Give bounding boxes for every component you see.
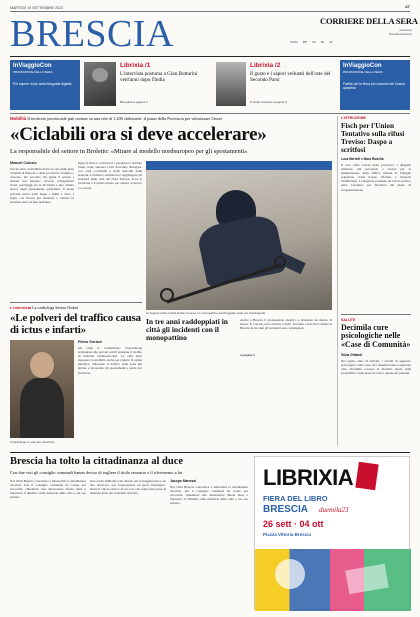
bottom-body-col3: Nel 1924 Brescia concedeva a Mussolini la cittadinanza onoraria. Ieri il consiglio comunale ha votato per revocarla, chiudendo una discussione durata mesi e riaprendo il dibattito sulla memoria della città e sul suo passato. [170, 485, 248, 506]
promo-inviaggio-left[interactable] [10, 60, 80, 110]
masthead-rule [10, 56, 410, 57]
promo-kicker: Librixia /2 [250, 62, 281, 69]
story2-kicker: L'intervista [10, 305, 32, 310]
lead-byline: Manuel Colosio [10, 161, 37, 165]
lead-body-col1: Già un anno di mobilità dolce: la rete delle piste ciclabili di Brescia e della provincia continua a crescere, ma secondo chi guida il settore i numeri non bastano: servono collegamenti sicuri, parcheggi per le biciclette e una cultura nuova degli spostamenti quotidiani. Il piano prevede nuovi tratti lungo i fiumi e verso i laghi, con risorse già stanziate e cantieri in partenza entro la fine dell'anno. [10, 167, 74, 204]
story2-body: Gli studi lo confermano: l'esposizione prolungata alle polveri sottili aumenta il rischio di malattie cardiovascolari. La città deve ripensare la mobilità anche per ragioni di salute pubblica, riducendo il traffico nelle zone più abitate e favorendo gli spostamenti a piedi e in bicicletta. [78, 346, 142, 375]
promo-byline: P. Ester Cassetti a pagina 5 [250, 100, 287, 104]
promo-byline: Benedetti a pagina 4 [120, 100, 148, 104]
lead-body-col2: Oggi la sfida è convincere i pendolari a lasciare l'auto: treni, autobus e bici dovranno dialogare, con orari coordinati e stalli custoditi nelle stazioni. L'obiettivo dichiarato è raggiungere gli standard delle città del Nord Europa, dove la bicicletta è il primo mezzo per andare al lavoro e a scuola. [78, 161, 142, 190]
weather-strip [290, 40, 410, 52]
promo-librixia-2[interactable] [216, 60, 336, 110]
corriere-logo: CORRIERE DELLA SERA [320, 16, 418, 26]
lead-kicker: Mobilità [10, 116, 27, 121]
promo-tag: InViaggioCon [343, 63, 382, 69]
promo-tag: InViaggioCon [13, 63, 52, 69]
right-body: Il caso nelle scuole della provincia: i dirigenti chiedono più personale e risorse per la manutenzione degli edifici, mentre le famiglie segnalano classi troppo affollate e trasporti insufficienti. La Regione promette un tavolo tecnico entro l'autunno per discutere del piano di riorganizzazione. [341, 163, 411, 192]
promo-text: Per sapere di più sulla fotografia digitale [13, 82, 72, 86]
promo-photo [216, 62, 246, 106]
ad-city: BRESCIA [263, 504, 309, 515]
weather-temp: 27° [302, 40, 308, 44]
right-column [341, 116, 411, 409]
promo-sub: PROMOZIONE DELLA SERA [343, 70, 383, 74]
bottom-subheadline: Con due voti gli consiglio comunali hanno deciso di togliere il titolo onorario e il riferimento a lui [10, 470, 183, 475]
right-kicker: L'ISTRUZIONE [341, 116, 366, 120]
lead-headline[interactable]: «Ciclabili ora si deve accelerare» [10, 124, 267, 145]
promo-text: Partire per la firma più cammini del Ciasca quadrina [343, 82, 405, 90]
story2-photo [10, 340, 74, 438]
ad-line1: FIERA DEL LIBRO [263, 494, 328, 503]
story3-body: Anche a Brescia il monopattino elettrico è diventato un mezzo di massa. E, con lui, sono arrivati i rischi. Secondo i dati del Comune di Brescia in tre anni gli incidenti sono raddoppiati. [240, 318, 332, 331]
right-headline-2[interactable]: Decimila cure psicologiche nelle «Case di Comunità» [341, 322, 411, 350]
weather-value: 26 [320, 40, 325, 44]
ad-place: Piazza Vittoria Brescia [263, 532, 311, 537]
promo-headline: Il gusto e i sapori vellutati dell'oste del Secondo Parsi [250, 71, 331, 83]
promo-librixia-1[interactable] [84, 60, 212, 110]
story2-kicker-sub: La cardiologa Savina Nodari [32, 305, 79, 310]
lead-subheadline: La responsabile del settore in Broletto: «Mirare al modello nordeuropeo per gli spostamenti» [10, 148, 248, 155]
masthead-info: corriere.it brescia.corriere.it [388, 28, 412, 37]
weather-value: 20 [312, 40, 316, 44]
ad-logo-mark [355, 462, 378, 491]
right-headline[interactable]: Fisch per l'Union Tentativo sulla rifusi Treviso: Daspo a scritfosi [341, 122, 405, 154]
right-kicker-2: SALUTE [341, 317, 356, 322]
bottom-byline: Jacopo Manessi [170, 479, 197, 483]
promo-headline: L'intervista postuma a Gian Butturini vent'anni dopo l'India [120, 71, 198, 83]
librixia-ad[interactable] [254, 456, 410, 610]
promo-photo [84, 62, 116, 106]
page-code: AT [404, 4, 410, 9]
top-rule [10, 11, 410, 12]
story3-byline: a pagina 3 [240, 353, 255, 357]
right-byline: Luca Bertelli e Mara Rodella [341, 157, 384, 161]
promo-inviaggio-right[interactable] [340, 60, 410, 110]
ad-logo: LIBRIXIA [263, 465, 354, 490]
lead-photo-caption: Un'agente della polizia locale rimuove un monopattino parcheggiato male sul marciapiede [146, 311, 266, 315]
story2-headline[interactable]: «Le polveri del traffico causa di ictus e infarti» [10, 312, 141, 336]
edition-date: MARTEDÌ 19 SETTEMBRE 2023 [10, 6, 64, 10]
bottom-body-col2: Una scelta simbolica che divide: per la maggioranza è un atto doveroso, per l'opposizione un gesto ideologico. Resta il valore storico di un voto che segna una presa di distanza netta dal ventennio fascista. [90, 479, 166, 496]
bottom-body-col1: Nel 1924 Brescia concedeva a Mussolini la cittadinanza onoraria. Ieri il consiglio comunale ha votato per revocarla, chiudendo una discussione durata mesi e riaprendo il dibattito sulla memoria della città e sul suo passato. [10, 479, 86, 500]
bottom-rule [10, 452, 410, 453]
weather-label: OGGI [290, 40, 298, 44]
lead-photo[interactable] [146, 170, 332, 310]
bottom-headline[interactable]: Brescia ha tolto la cittadinanza al duce [10, 456, 184, 467]
ad-dates: 26 sett · 04 ott [263, 519, 324, 529]
promo-kicker: Librixia /1 [120, 62, 151, 69]
ad-edition: duemila23 [319, 506, 349, 514]
masthead-title: BRESCIA [10, 13, 174, 55]
right-body-2: Nel primo anno di attività, i servizi di supporto psicologico nelle Case di Comunità hanno registrato oltre diecimila accessi. Il modello punta sulla prossimità e sulla presa in carico rapida dei pazienti. [341, 358, 411, 376]
story3-headline[interactable]: In tre anni raddoppiati in città gli incidenti con il monopattino [146, 317, 228, 343]
right-byline-2: Silvia Ghilardi [341, 352, 363, 357]
story2-kicker-line [10, 305, 142, 310]
photo-banner [146, 161, 332, 170]
lead-deck: Il territorio provinciale può contare su una rete di 1.200 chilometri: il piano della Provincia per valorizzare l'asset [27, 116, 222, 121]
lead-deck-line [10, 116, 330, 121]
promo-sub: PROMOZIONE DELLA SERA [13, 70, 53, 74]
story2-photo-caption: Il cardiologo in una foto d'archivio [10, 440, 55, 444]
weather-value: 22 [329, 40, 333, 44]
story2-byline: Pietro Gorlani [78, 340, 102, 344]
